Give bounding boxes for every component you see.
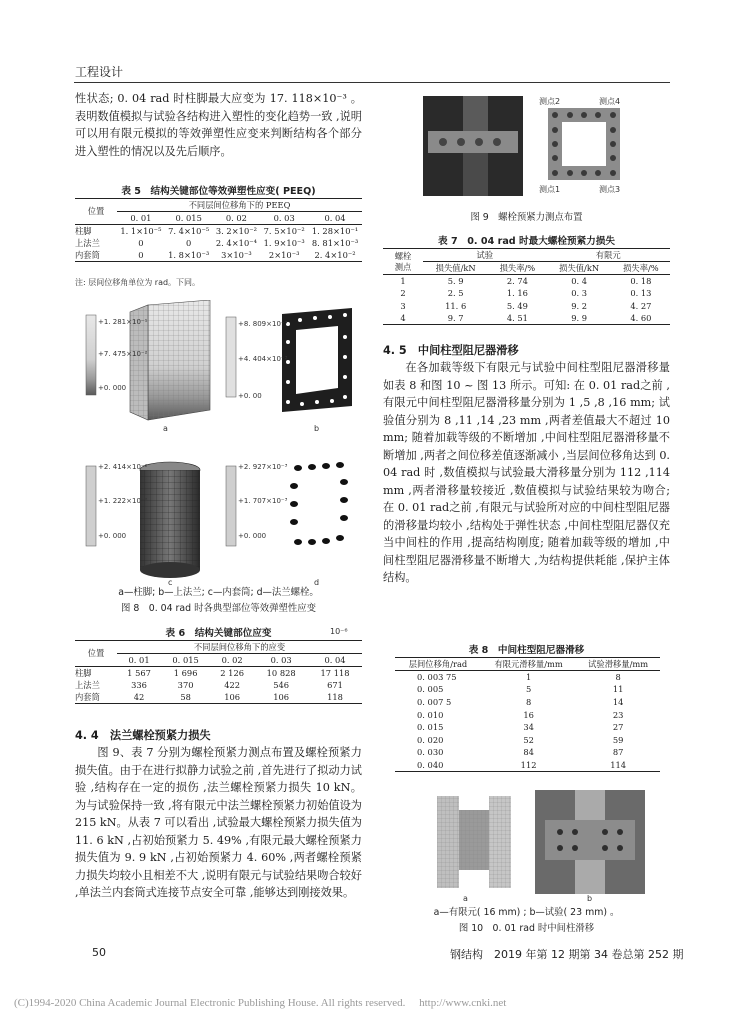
table-row: 上法兰 336 370 422 546 671 (75, 679, 343, 690)
table8-col: 有限元滑移量/mm (494, 659, 563, 669)
table5-col: 0. 02 (225, 212, 247, 223)
fig8c-legend: +0. 000 (98, 532, 127, 540)
table6-col: 0. 02 (221, 654, 243, 665)
fig8d-legend: +0. 000 (238, 532, 267, 540)
table5-note: 注: 层间位移角单位为 rad。下同。 (75, 278, 201, 287)
fig10-caption: 图 10 0. 01 rad 时中间柱滑移 (458, 923, 595, 934)
table8-col: 试验滑移量/mm (588, 659, 649, 669)
table-row: 上法兰 0 0 2. 4×10⁻⁴ 1. 9×10⁻³ 8. 81×10⁻³ (75, 237, 359, 248)
table-row: 0. 003 75 1 8 (417, 672, 621, 683)
fig8c-legend: +1. 222×10⁻² (98, 497, 148, 505)
table-row: 0. 010 16 23 (417, 709, 624, 720)
fig10b-photo (535, 790, 645, 894)
table7 (383, 248, 670, 325)
table6-col: 0. 015 (172, 654, 199, 665)
fig9-point-4: 测点4 (599, 97, 621, 106)
table-row: 0. 030 84 87 (417, 747, 624, 758)
table6-group-header: 不同层间位移角下的应变 (117, 641, 362, 654)
table7-group-fem: 有限元 (546, 249, 670, 262)
table8 (395, 657, 660, 772)
table-row: 柱脚 1. 1×10⁻⁵ 7. 4×10⁻⁵ 3. 2×10⁻² 7. 5×10⁻² 1. 28×10⁻¹ (75, 225, 359, 236)
page-number: 50 (92, 946, 106, 959)
fig8-sublabels: a—柱脚; b—上法兰; c—内套筒; d—法兰螺栓。 (118, 587, 319, 598)
table-row: 1 5. 9 2. 74 0. 4 0. 18 (400, 276, 652, 287)
fig9-photo (423, 96, 523, 196)
fig8b-legend: +0. 00 (238, 392, 262, 400)
table5-col: 0. 015 (175, 212, 202, 223)
fig9-point-3: 测点3 (599, 185, 621, 194)
table5 (75, 198, 362, 262)
table7-subcol: 损失值/kN (435, 263, 476, 273)
table-row: 2 2. 5 1. 16 0. 3 0. 13 (400, 288, 652, 299)
table8-col: 层间位移角/rad (408, 659, 468, 669)
table5-col: 0. 01 (130, 212, 152, 223)
table6-caption: 表 6 结构关键部位应变 (165, 628, 272, 639)
fig8b-legend: +4. 404×10⁻³ (238, 355, 288, 363)
journal-footer: 钢结构 2019 年第 12 期第 34 卷总第 252 期 (450, 948, 684, 961)
fig10b-label: b (587, 894, 593, 903)
table6-unit: 10⁻⁶ (330, 627, 348, 636)
fig9-bolt-layout (538, 100, 633, 190)
running-header: 工程设计 (75, 65, 124, 79)
section-4-5-body: 在各加载等级下有限元与试验中间柱型阻尼器滑移量如表 8 和图 10 ~ 图 13 所示。可知: 在 0. 01 rad之前 ,有限元中间柱型阻尼器滑移量分别为 1 ,5 ,8 ,16 mm; 试验值分别为 8 ,11 ,14 ,23 mm ,两者差值最大不超过 10 mm; 随着加载等级的不断增加 ,中间柱型阻尼器滑移量不断增加 ,两者之间位移差值逐渐减小 ,当层间位移角达到 0. 04 rad 时 ,数值模拟与试验最大滑移量分别为 112 ,114 mm ,两者滑移量较接近 ,数值模拟与试验结果较为吻合; 在 0. 01 rad之前 ,有限元与试验所对应的中间柱型阻尼器的滑移量均较小 ,结构处于弹性状态 ,中间柱型阻尼器仅充当中间柱的作用 ,提高结构刚度; 随着加载等级的增加 ,中间柱型阻尼器滑移量不断增大 ,为结构提供耗能 ,保护主体结构。 (383, 361, 670, 584)
fig8b-legend: +8. 809×10⁻³ (238, 320, 288, 328)
table-row: 0. 005 5 11 (417, 684, 624, 695)
fig8b-label: b (314, 424, 320, 433)
table5-col: 0. 03 (273, 212, 295, 223)
fig10a-label: a (463, 894, 468, 903)
table7-group-test: 试验 (423, 249, 546, 262)
fig8a-legend: +0. 000 (98, 384, 127, 392)
table6-col: 0. 03 (270, 654, 292, 665)
fig8a-legend: +7. 475×10⁻² (98, 350, 148, 358)
table-row: 3 11. 6 5. 49 9. 2 4. 27 (400, 300, 652, 311)
fig8c-legend: +2. 414×10⁻² (98, 463, 148, 471)
figure-9 (423, 96, 633, 200)
table-row: 内套筒 0 1. 8×10⁻³ 3×10⁻³ 2×10⁻³ 2. 4×10⁻² (75, 249, 362, 262)
table7-col-header: 螺栓 测点 (383, 249, 423, 275)
table6-col: 0. 01 (128, 654, 150, 665)
table-row: 内套筒 42 58 106 106 118 (75, 691, 362, 704)
table7-subcol: 损失率/% (623, 263, 659, 273)
table7-caption: 表 7 0. 04 rad 时最大螺栓预紧力损失 (438, 236, 615, 247)
table-row: 0. 015 34 27 (417, 722, 624, 733)
table8-caption: 表 8 中间柱型阻尼器滑移 (468, 645, 585, 656)
figure-8 (78, 300, 362, 630)
table7-subcol: 损失率/% (499, 263, 536, 273)
table-row: 0. 020 52 59 (417, 734, 624, 745)
table6-col: 0. 04 (324, 654, 346, 665)
table-row: 0. 007 5 8 14 (417, 696, 624, 707)
table-row: 柱脚 1 567 1 696 2 126 10 828 17 118 (75, 667, 350, 678)
figure-10 (425, 790, 645, 903)
fig8c-image (78, 458, 218, 578)
fig8d-legend: +1. 707×10⁻³ (238, 497, 288, 505)
table5-col-header: 位置 (75, 199, 117, 225)
copyright-watermark: (C)1994-2020 China Academic Journal Electronic Publishing House. All rights reserved. http://www.cnki.net (14, 997, 507, 1009)
fig8a-legend: +1. 281×10⁻¹ (98, 318, 148, 326)
intro-paragraph: 性状态; 0. 04 rad 时柱脚最大应变为 17. 118×10⁻³ 。表明数值模拟与试验各结构进入塑性的变化趋势一致 ,说明可以用有限元模拟的等效弹塑性应变来判断结构各个部分进入塑性的情况以及先后顺序。 (75, 92, 362, 158)
table5-group-header: 不同层间位移角下的 PEEQ (117, 199, 362, 212)
table6-col-header: 位置 (75, 641, 117, 667)
section-4-5-title: 4. 5 中间柱型阻尼器滑移 (383, 344, 519, 357)
fig8d-label: d (314, 578, 320, 587)
fig10-sublabels: a—有限元( 16 mm) ; b—试验( 23 mm) 。 (433, 907, 620, 918)
fig10a-image (425, 790, 525, 894)
table6 (75, 640, 362, 704)
fig8d-legend: +2. 927×10⁻³ (238, 463, 288, 471)
table5-col: 0. 04 (324, 212, 346, 223)
fig8-caption: 图 8 0. 04 rad 时各典型部位等效弹塑性应变 (121, 603, 316, 614)
fig9-point-2: 测点2 (539, 97, 561, 106)
section-4-4-body: 图 9、表 7 分别为螺栓预紧力测点布置及螺栓预紧力损失值。由于在进行拟静力试验之前 ,首先进行了拟动力试验 ,结构存在一定的损伤 ,法兰螺栓预紧力损失 10 kN。为与试验保持一致 ,将有限元中法兰螺栓预紧力初始值设为 215 kN。从表 7 可以看出 ,试验最大螺栓预紧力损失值为 11. 6 kN ,占初始预紧力 5. 49% ,有限元最大螺栓预紧力损失值为 9. 9 kN ,占初始预紧力 4. 60% ,两者螺栓预紧力损失均较小且相差不大 ,说明有限元与试验结果吻合较好 ,单法兰内套筒式连接节点安全可靠 ,能够达到刚接效果。 (75, 746, 362, 899)
fig9-caption: 图 9 螺栓预紧力测点布置 (470, 212, 583, 223)
section-4-4-title: 4. 4 法兰螺栓预紧力损失 (75, 729, 211, 742)
fig8c-label: c (168, 578, 173, 587)
fig8d-image (220, 458, 362, 578)
table5-caption: 表 5 结构关键部位等效弹塑性应变( PEEQ) (121, 186, 316, 197)
fig9-point-1: 测点1 (539, 185, 561, 194)
header-rule (74, 82, 670, 83)
table7-subcol: 损失值/kN (559, 263, 600, 273)
table-row: 4 9. 7 4. 51 9. 9 4. 60 (383, 312, 670, 325)
fig8a-label: a (163, 424, 168, 433)
table-row: 0. 040 112 114 (395, 759, 660, 772)
